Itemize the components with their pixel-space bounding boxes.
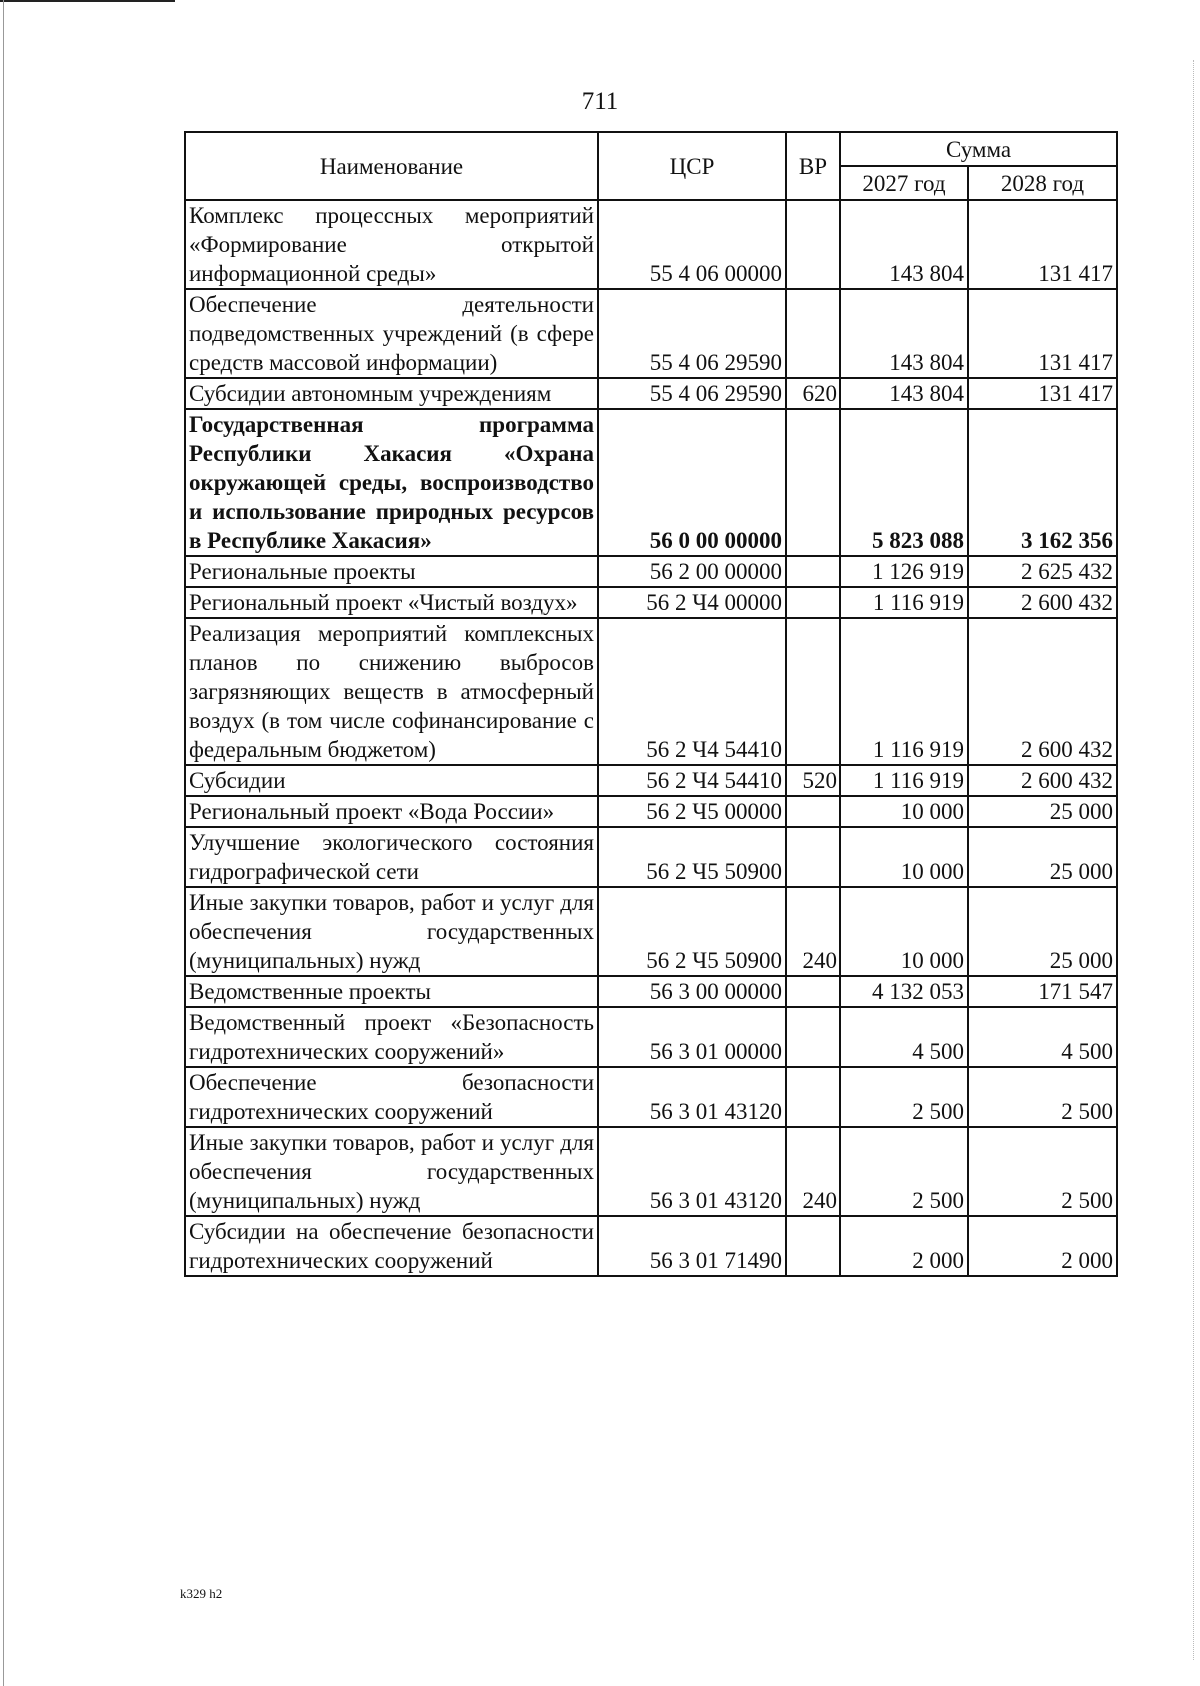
row-name-cell: Субсидии <box>185 765 598 796</box>
row-csr-cell: 56 3 01 71490 <box>598 1216 786 1276</box>
row-2028-cell: 25 000 <box>968 796 1117 827</box>
row-name-cell: Иные закупки товаров, работ и услуг для обеспечения государственных (муниципальных) нужд <box>185 1127 598 1216</box>
row-vr-cell <box>786 1067 840 1127</box>
table-row <box>185 289 1117 378</box>
row-2028-cell: 25 000 <box>968 827 1117 887</box>
header-name: Наименование <box>185 132 598 200</box>
row-csr-cell: 55 4 06 29590 <box>598 378 786 409</box>
row-2028-cell: 2 600 432 <box>968 765 1117 796</box>
row-csr-cell: 56 0 00 00000 <box>598 409 786 556</box>
row-2027-cell: 5 823 088 <box>840 409 968 556</box>
table-header <box>185 132 1117 200</box>
row-vr-cell <box>786 1216 840 1276</box>
row-2027-cell: 10 000 <box>840 887 968 976</box>
row-csr-cell: 56 2 Ч5 50900 <box>598 887 786 976</box>
row-2027-cell: 4 132 053 <box>840 976 968 1007</box>
header-csr: ЦСР <box>598 132 786 200</box>
scan-edge-mark-top <box>0 0 175 2</box>
row-vr-cell <box>786 200 840 289</box>
row-2027-cell: 1 116 919 <box>840 618 968 765</box>
row-csr-cell: 56 2 Ч5 00000 <box>598 796 786 827</box>
row-name-cell: Улучшение экологического состояния гидрографической сети <box>185 827 598 887</box>
row-2027-cell: 1 116 919 <box>840 765 968 796</box>
footer-code: k329 h2 <box>180 1586 223 1601</box>
row-2028-cell: 2 000 <box>968 1216 1117 1276</box>
table-row <box>185 1067 1117 1127</box>
table-row <box>185 827 1117 887</box>
row-name-cell: Региональные проекты <box>185 556 598 587</box>
table-row <box>185 796 1117 827</box>
row-name-cell: Реализация мероприятий комплексных планов по снижению выбросов загрязняющих веществ в атмосферный воздух (в том числе софинансирование с федеральным бюджетом) <box>185 618 598 765</box>
header-vr: ВР <box>786 132 840 200</box>
row-name-cell: Ведомственные проекты <box>185 976 598 1007</box>
row-csr-cell: 56 3 00 00000 <box>598 976 786 1007</box>
row-2027-cell: 2 000 <box>840 1216 968 1276</box>
row-vr-cell: 240 <box>786 887 840 976</box>
table-row <box>185 200 1117 289</box>
row-2028-cell: 2 500 <box>968 1127 1117 1216</box>
row-vr-cell <box>786 618 840 765</box>
row-2028-cell: 2 625 432 <box>968 556 1117 587</box>
table-body <box>185 200 1117 1276</box>
table-row <box>185 887 1117 976</box>
table-row <box>185 1127 1117 1216</box>
row-csr-cell: 56 2 Ч4 00000 <box>598 587 786 618</box>
table-row <box>185 976 1117 1007</box>
table-row <box>185 587 1117 618</box>
row-2028-cell: 131 417 <box>968 378 1117 409</box>
row-2027-cell: 10 000 <box>840 827 968 887</box>
row-vr-cell <box>786 556 840 587</box>
row-2027-cell: 10 000 <box>840 796 968 827</box>
row-csr-cell: 56 2 Ч5 50900 <box>598 827 786 887</box>
header-year-2028: 2028 год <box>968 166 1117 200</box>
row-name-cell: Обеспечение безопасности гидротехнических сооружений <box>185 1067 598 1127</box>
row-2028-cell: 171 547 <box>968 976 1117 1007</box>
row-csr-cell: 56 3 01 00000 <box>598 1007 786 1067</box>
row-vr-cell <box>786 976 840 1007</box>
row-vr-cell: 240 <box>786 1127 840 1216</box>
row-2027-cell: 1 126 919 <box>840 556 968 587</box>
row-2028-cell: 25 000 <box>968 887 1117 976</box>
row-2027-cell: 1 116 919 <box>840 587 968 618</box>
scan-edge-mark-right <box>1193 60 1195 1660</box>
table-row <box>185 409 1117 556</box>
table-row <box>185 618 1117 765</box>
row-2027-cell: 143 804 <box>840 378 968 409</box>
header-sum: Сумма <box>840 132 1117 166</box>
row-vr-cell <box>786 1007 840 1067</box>
row-vr-cell <box>786 587 840 618</box>
table-row <box>185 1216 1117 1276</box>
row-vr-cell: 520 <box>786 765 840 796</box>
row-2027-cell: 143 804 <box>840 289 968 378</box>
table-row <box>185 378 1117 409</box>
row-name-cell: Региональный проект «Чистый воздух» <box>185 587 598 618</box>
row-2028-cell: 3 162 356 <box>968 409 1117 556</box>
row-name-cell: Обеспечение деятельности подведомственных учреждений (в сфере средств массовой информации) <box>185 289 598 378</box>
row-csr-cell: 55 4 06 29590 <box>598 289 786 378</box>
row-name-cell: Государственная программа Республики Хакасия «Охрана окружающей среды, воспроизводство и использование природных ресурсов в Республике Хакасия» <box>185 409 598 556</box>
row-2028-cell: 131 417 <box>968 289 1117 378</box>
row-name-cell: Ведомственный проект «Безопасность гидротехнических сооружений» <box>185 1007 598 1067</box>
row-2028-cell: 2 600 432 <box>968 587 1117 618</box>
table-row <box>185 765 1117 796</box>
row-csr-cell: 55 4 06 00000 <box>598 200 786 289</box>
header-year-2027: 2027 год <box>840 166 968 200</box>
row-2027-cell: 2 500 <box>840 1067 968 1127</box>
row-name-cell: Региональный проект «Вода России» <box>185 796 598 827</box>
table-row <box>185 1007 1117 1067</box>
row-name-cell: Комплекс процессных мероприятий «Формирование открытой информационной среды» <box>185 200 598 289</box>
budget-table <box>184 131 1118 1277</box>
row-name-cell: Иные закупки товаров, работ и услуг для обеспечения государственных (муниципальных) нужд <box>185 887 598 976</box>
row-2027-cell: 143 804 <box>840 200 968 289</box>
row-2027-cell: 2 500 <box>840 1127 968 1216</box>
row-csr-cell: 56 3 01 43120 <box>598 1127 786 1216</box>
row-csr-cell: 56 3 01 43120 <box>598 1067 786 1127</box>
row-2028-cell: 4 500 <box>968 1007 1117 1067</box>
row-vr-cell <box>786 796 840 827</box>
row-2028-cell: 131 417 <box>968 200 1117 289</box>
row-vr-cell <box>786 827 840 887</box>
table-row <box>185 556 1117 587</box>
scan-edge-mark-left <box>3 0 4 1686</box>
row-name-cell: Субсидии на обеспечение безопасности гидротехнических сооружений <box>185 1216 598 1276</box>
row-csr-cell: 56 2 Ч4 54410 <box>598 618 786 765</box>
row-2028-cell: 2 500 <box>968 1067 1117 1127</box>
row-2027-cell: 4 500 <box>840 1007 968 1067</box>
row-vr-cell: 620 <box>786 378 840 409</box>
row-csr-cell: 56 2 00 00000 <box>598 556 786 587</box>
row-vr-cell <box>786 409 840 556</box>
row-vr-cell <box>786 289 840 378</box>
row-name-cell: Субсидии автономным учреждениям <box>185 378 598 409</box>
row-2028-cell: 2 600 432 <box>968 618 1117 765</box>
page-number: 711 <box>581 88 619 115</box>
row-csr-cell: 56 2 Ч4 54410 <box>598 765 786 796</box>
